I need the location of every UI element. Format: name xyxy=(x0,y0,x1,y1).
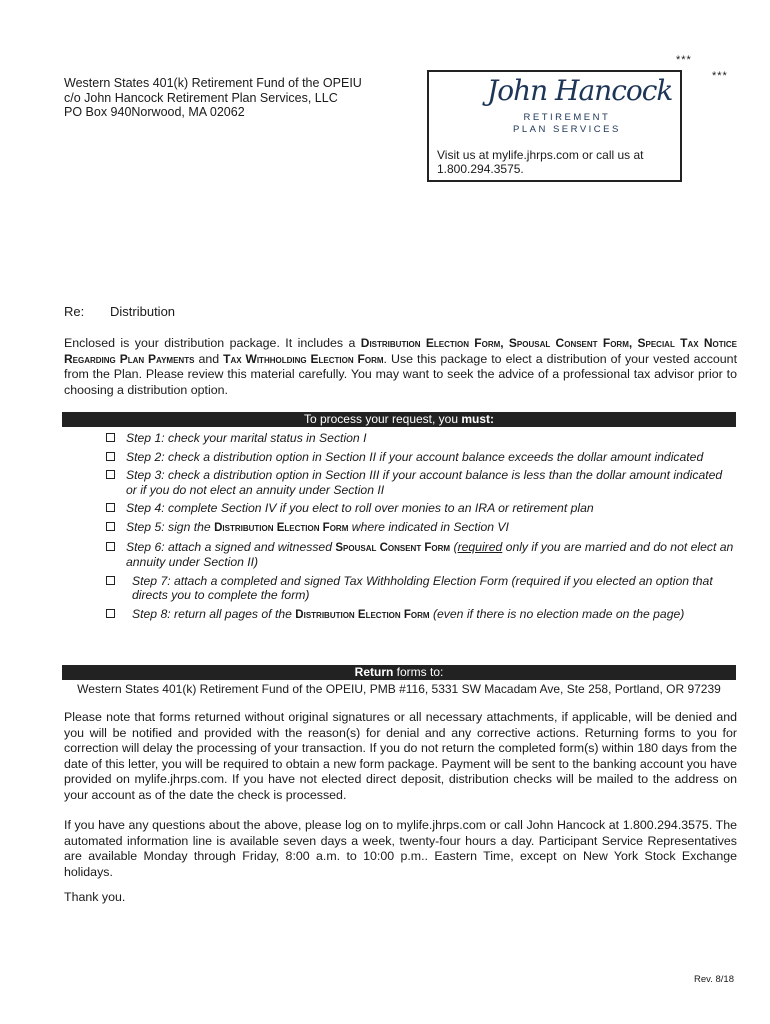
checkbox-icon[interactable] xyxy=(106,503,115,512)
process-bar-bold: must: xyxy=(461,412,495,426)
step-1 xyxy=(106,431,736,446)
step-7-text: Step 7: attach a completed and signed Tax Withholding Election Form (required if you elected an option that directs you to complete the form) xyxy=(132,573,713,603)
step-8-text-b: (even if there is no election made on the page) xyxy=(429,606,685,621)
return-address-line-2: c/o John Hancock Retirement Plan Services, LLC xyxy=(64,90,338,105)
step-1-text: Step 1: check your marital status in Section I xyxy=(126,431,367,445)
intro-paragraph xyxy=(64,336,737,398)
step-3-text: Step 3: check a distribution option in Section III if your account balance is less than the dollar amount indicated or if you do not elect an annuity under Section II xyxy=(126,468,723,497)
step-5-text-b: where indicated in Section VI xyxy=(348,519,509,534)
process-bar-text: To process your request, you xyxy=(303,412,462,426)
steps-list xyxy=(106,431,736,627)
intro-text-2: and xyxy=(194,351,224,366)
step-6-required: required xyxy=(457,539,503,554)
step-8 xyxy=(106,607,736,623)
step-4 xyxy=(106,501,736,516)
step-2-text: Step 2: check a distribution option in Section II if your account balance exceeds the dollar amount indicated xyxy=(126,449,704,464)
intro-text-3: . Use this package to elect a distribution of your vested account from the Plan. Please review this material carefully. You may want to seek the advice of a professional tax advisor prior to choosing a distribution option. xyxy=(64,351,738,397)
re-subject: Distribution xyxy=(110,304,176,319)
note-paragraph: Please note that forms returned without original signatures or all necessary attachments, if applicable, will be denied and you will be notified and provided with the reason(s) for denial and any corrective actions. Returning forms to you for correction will delay the processing of your transaction. If you do not return the completed form(s) within 180 days from the date of this letter, you will be required to obtain a new form package. Payment will be sent to the banking account you have provided on mylife.jhrps.com. If you have not elected direct deposit, distribution checks will be mailed to the address on your account as of the date the check is processed. xyxy=(64,710,737,802)
logo-subtitle-line-2: PLAN SERVICES xyxy=(513,124,621,135)
intro-text-1: Enclosed is your distribution package. It includes a xyxy=(64,336,361,350)
re-label: Re: xyxy=(64,304,85,319)
return-address-line-1: Western States 401(k) Retirement Fund of the OPEIU xyxy=(64,76,362,90)
step-5-form: Distribution Election Form xyxy=(214,521,349,534)
step-5 xyxy=(106,520,736,536)
return-bar-text: forms to: xyxy=(393,665,444,679)
step-8-text-a: Step 8: return all pages of the xyxy=(132,606,296,621)
step-5-text-a: Step 5: sign the xyxy=(126,519,215,534)
step-6-text-a: Step 6: attach a signed and witnessed xyxy=(126,539,336,554)
john-hancock-logo: John Hancock xyxy=(487,74,673,107)
checkbox-icon[interactable] xyxy=(106,522,115,531)
checkbox-icon[interactable] xyxy=(106,542,115,551)
return-address xyxy=(64,76,362,120)
step-6 xyxy=(106,540,736,570)
return-bar xyxy=(62,665,736,680)
return-mail-address: Western States 401(k) Retirement Fund of the OPEIU, PMB #116, 5331 SW Macadam Ave, Ste 258, Portland, OR 97239 xyxy=(77,682,721,696)
revision-label: Rev. 8/18 xyxy=(694,974,734,985)
stars-right: *** xyxy=(712,70,728,82)
checkbox-icon[interactable] xyxy=(106,452,115,461)
checkbox-icon[interactable] xyxy=(106,433,115,442)
checkbox-icon[interactable] xyxy=(106,609,115,618)
step-8-form: Distribution Election Form xyxy=(295,608,430,621)
thank-you: Thank you. xyxy=(64,890,126,904)
step-6-text-c: only if you are married and do not elect an annuity under Section II) xyxy=(126,539,734,570)
intro-form-tax: Tax Withholding Election Form xyxy=(223,351,384,366)
process-bar xyxy=(62,412,736,427)
logo-box xyxy=(427,70,682,182)
questions-paragraph: If you have any questions about the above, please log on to mylife.jhrps.com or call John Hancock at 1.800.294.3575. The automated information line is available seven days a week, twenty-four hours a day. Participant Service Representatives are available Monday through Friday, 8:00 a.m. to 10:00 p.m.. Eastern Time, except on New York Stock Exchange holidays. xyxy=(64,818,737,879)
checkbox-icon[interactable] xyxy=(106,576,115,585)
visit-text: Visit us at mylife.jhrps.com or call us at 1.800.294.3575. xyxy=(437,148,644,176)
stars-top: *** xyxy=(676,54,692,66)
checkbox-icon[interactable] xyxy=(106,470,115,479)
return-address-line-3: PO Box 940Norwood, MA 02062 xyxy=(64,105,245,119)
return-bar-bold: Return xyxy=(354,665,394,679)
intro-form-names: Distribution Election Form, Spousal Consent Form, Special Tax Notice Regarding Plan Payments xyxy=(64,336,737,366)
step-7 xyxy=(106,574,736,603)
step-6-form: Spousal Consent Form xyxy=(335,541,451,554)
step-6-text-b: ( xyxy=(450,539,458,554)
step-4-text: Step 4: complete Section IV if you elect to roll over monies to an IRA or retirement plan xyxy=(126,501,594,516)
re-line xyxy=(64,304,175,319)
step-3 xyxy=(106,468,736,497)
logo-subtitle-line-1: RETIREMENT xyxy=(523,112,611,123)
step-2 xyxy=(106,450,736,465)
logo-subtitle xyxy=(513,112,621,136)
